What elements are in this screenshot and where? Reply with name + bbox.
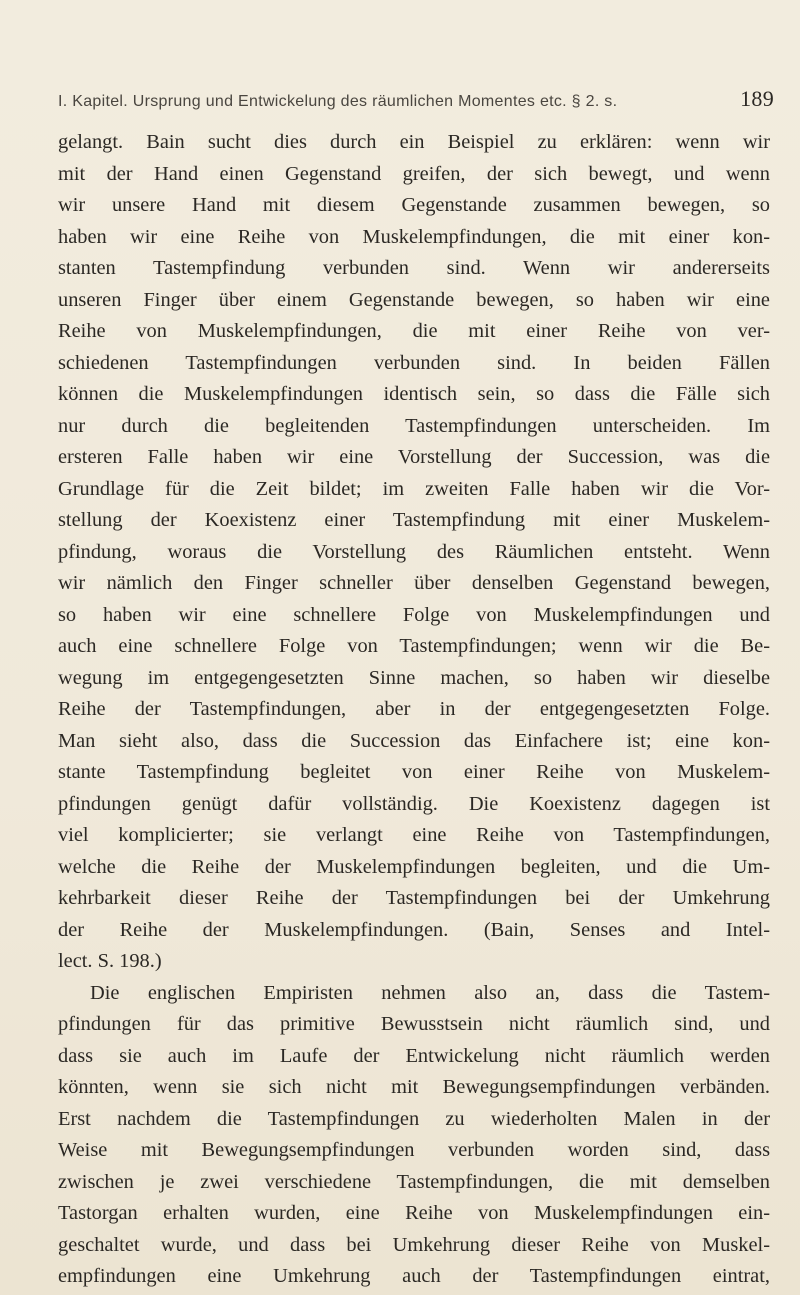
text-line: stanten Tastempfindung verbunden sind. Wenn wir andererseits bbox=[58, 257, 770, 279]
text-line: ersteren Falle haben wir eine Vorstellung der Succession, was die bbox=[58, 446, 770, 468]
text-line: Weise mit Bewegungsempfindungen verbunden worden sind, dass bbox=[58, 1139, 770, 1161]
text-line: können die Muskelempfindungen identisch sein, so dass die Fälle sich bbox=[58, 383, 770, 405]
text-line: Grundlage für die Zeit bildet; im zweiten Falle haben wir die Vor- bbox=[58, 477, 770, 500]
text-line: stellung der Koexistenz einer Tastempfindung mit einer Muskelem- bbox=[58, 509, 770, 531]
text-line: lect. S. 198.) bbox=[58, 950, 162, 972]
text-line: pfindung, woraus die Vorstellung des Räumlichen entsteht. Wenn bbox=[58, 540, 770, 563]
text-line: könnten, wenn sie sich nicht mit Bewegungsempfindungen verbänden. bbox=[58, 1076, 770, 1098]
text-line: gelangt. Bain sucht dies durch ein Beispiel zu erklären: wenn wir bbox=[58, 131, 770, 153]
text-line: wir unsere Hand mit diesem Gegenstande zusammen bewegen, so bbox=[58, 194, 770, 216]
text-line: Reihe der Tastempfindungen, aber in der entgegengesetzten Folge. bbox=[58, 698, 770, 720]
text-line: empfindungen eine Umkehrung auch der Tastempfindungen eintrat, bbox=[58, 1265, 770, 1287]
text-line: pfindungen genügt dafür vollständig. Die Koexistenz dagegen ist bbox=[58, 792, 770, 815]
text-line: welche die Reihe der Muskelempfindungen begleiten, und die Um- bbox=[58, 855, 770, 878]
text-line: stante Tastempfindung begleitet von einer Reihe von Muskelem- bbox=[58, 761, 770, 783]
text-line: wegung im entgegengesetzten Sinne machen, so haben wir dieselbe bbox=[58, 666, 770, 689]
text-line: viel komplicierter; sie verlangt eine Reihe von Tastempfindungen, bbox=[58, 824, 770, 846]
text-line: Die englischen Empiristen nehmen also an, dass die Tastem- bbox=[90, 981, 770, 1004]
text-line: kehrbarkeit dieser Reihe der Tastempfindungen bei der Umkehrung bbox=[58, 887, 770, 909]
text-line: Man sieht also, dass die Succession das Einfachere ist; eine kon- bbox=[58, 729, 770, 752]
body-text bbox=[58, 127, 770, 1293]
text-line: Reihe von Muskelempfindungen, die mit einer Reihe von ver- bbox=[58, 320, 770, 342]
text-line: schiedenen Tastempfindungen verbunden sind. In beiden Fällen bbox=[58, 351, 770, 374]
text-line: wir nämlich den Finger schneller über denselben Gegenstand bewegen, bbox=[58, 572, 770, 594]
text-line: nur durch die begleitenden Tastempfindungen unterscheiden. Im bbox=[58, 414, 770, 437]
text-line: so haben wir eine schnellere Folge von Muskelempfindungen und bbox=[58, 603, 770, 626]
text-line: haben wir eine Reihe von Muskelempfindungen, die mit einer kon- bbox=[58, 225, 770, 248]
text-line: unseren Finger über einem Gegenstande bewegen, so haben wir eine bbox=[58, 288, 770, 311]
text-line: auch eine schnellere Folge von Tastempfindungen; wenn wir die Be- bbox=[58, 635, 770, 657]
text-line: Erst nachdem die Tastempfindungen zu wiederholten Malen in der bbox=[58, 1107, 770, 1130]
text-line: dass sie auch im Laufe der Entwickelung nicht räumlich werden bbox=[58, 1044, 770, 1067]
text-line: mit der Hand einen Gegenstand greifen, der sich bewegt, und wenn bbox=[58, 162, 770, 185]
running-title: I. Kapitel. Ursprung und Entwickelung des räumlichen Momentes etc. § 2. s. bbox=[58, 93, 618, 110]
page-number: 189 bbox=[740, 86, 774, 111]
text-line: pfindungen für das primitive Bewusstsein nicht räumlich sind, und bbox=[58, 1013, 770, 1035]
text-line: Tastorgan erhalten wurden, eine Reihe von Muskelempfindungen ein- bbox=[58, 1202, 770, 1224]
running-header bbox=[58, 86, 774, 112]
text-line: geschaltet wurde, und dass bei Umkehrung dieser Reihe von Muskel- bbox=[58, 1233, 770, 1256]
text-line: der Reihe der Muskelempfindungen. (Bain, Senses and Intel- bbox=[58, 918, 770, 941]
text-line: zwischen je zwei verschiedene Tastempfindungen, die mit demselben bbox=[58, 1170, 770, 1193]
